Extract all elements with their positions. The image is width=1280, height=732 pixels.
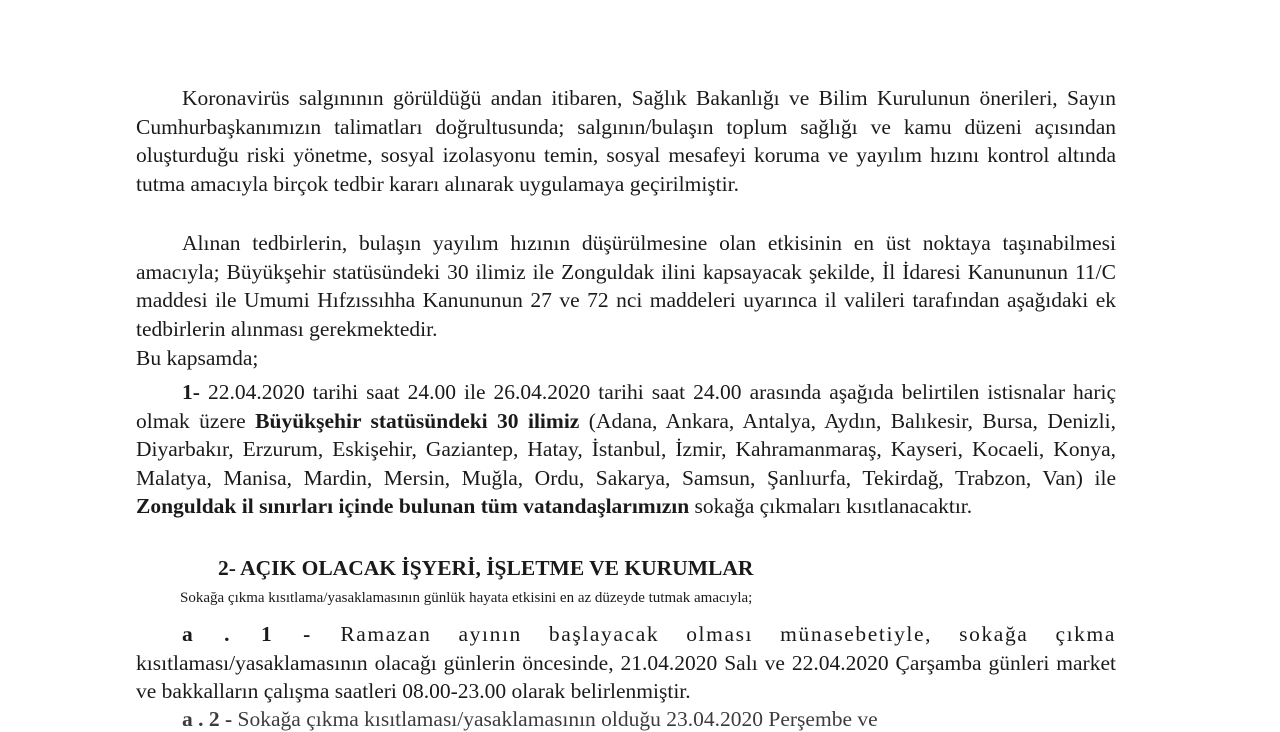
item-a1-ramadan bbox=[136, 620, 1116, 706]
paragraph-measures-text: Alınan tedbirlerin, bulaşın yayılım hızının düşürülmesine olan etkisinin en üst noktaya taşınabilmesi amacıyla; Büyükşehir statüsündeki 30 ilimiz ile Zonguldak ilini kapsayacak şekilde, İl İdaresi Kanununun 11/C maddesi ile Umumi Hıfzıssıhha Kanununun 27 ve 72 nci maddeleri uyarınca il valileri tarafından aşağıdaki ek tedbirlerin alınması gerekmektedir. bbox=[136, 231, 1116, 341]
paragraph-scope-text: Bu kapsamda; bbox=[136, 346, 259, 370]
item-1-text-a: 22.04.2020 tarihi saat 24.00 ile 26.04.2020 tarihi saat 24.00 arasında aşağıda belirtilen istisnalar hariç olmak üzere bbox=[136, 380, 1116, 433]
paragraph-measures bbox=[136, 229, 1116, 343]
item-1-text-c: sokağa çıkmaları kısıtlanacaktır. bbox=[689, 494, 973, 518]
item-1-curfew bbox=[136, 378, 1116, 521]
item-a1-label: a . 1 - bbox=[182, 622, 314, 646]
paragraph-intro bbox=[136, 84, 1116, 198]
item-1-text-b: (Adana, Ankara, Antalya, Aydın, Balıkesir, Bursa, Denizli, Diyarbakır, Erzurum, Eskişehir, Gaziantep, Hatay, İstanbul, İzmir, Kahramanmaraş, Kayseri, Kocaeli, Konya, Malatya, Manisa, Mardin, Mersin, Muğla, Ordu, Sakarya, Samsun, Şanlıurfa, Tekirdağ, Trabzon, Van) ile bbox=[136, 408, 1116, 490]
section-heading-2: 2- AÇIK OLACAK İŞYERİ, İŞLETME VE KURUMLAR bbox=[218, 556, 754, 580]
paragraph-intro-text: Koronavirüs salgınının görüldüğü andan itibaren, Sağlık Bakanlığı ve Bilim Kurulunun önerileri, Sayın Cumhurbaşkanımızın talimatları doğrultusunda; salgının/bulaşın toplum sağlığı ve kamu düzeni açısından oluşturduğu riski yönetme, sosyal izolasyonu temin, sosyal mesafeyi koruma ve yayılım hızını kontrol altında tutma amacıyla birçok tedbir kararı alınarak uygulamaya geçirilmiştir. bbox=[136, 86, 1116, 196]
paragraph-scope bbox=[136, 344, 1116, 373]
item-a2-label: a . 2 - bbox=[182, 707, 233, 731]
item-1-number: 1- bbox=[182, 380, 200, 404]
section-2-intro: Sokağa çıkma kısıtlama/yasaklamasının günlük hayata etkisini en az düzeyde tutmak amacıyla; bbox=[180, 590, 753, 606]
item-1-bold-zonguldak: Zonguldak il sınırları içinde bulunan tüm vatandaşlarımızın bbox=[136, 494, 690, 518]
item-a1-spaced-text: Ramazan ayının başlayacak olması münasebetiyle, sokağa çıkma bbox=[313, 622, 1116, 646]
item-a1-text: kısıtlaması/yasaklamasının olacağı günlerin öncesinde, 21.04.2020 Salı ve 22.04.2020 Çarşamba günleri market ve bakkalların çalışma saatleri 08.00-23.00 olarak belirlenmiştir. bbox=[136, 650, 1116, 703]
item-1-bold-provinces: Büyükşehir statüsündeki 30 ilimiz bbox=[255, 408, 580, 433]
item-a2-text: Sokağa çıkma kısıtlaması/yasaklamasının olduğu 23.04.2020 Perşembe ve bbox=[232, 707, 878, 731]
